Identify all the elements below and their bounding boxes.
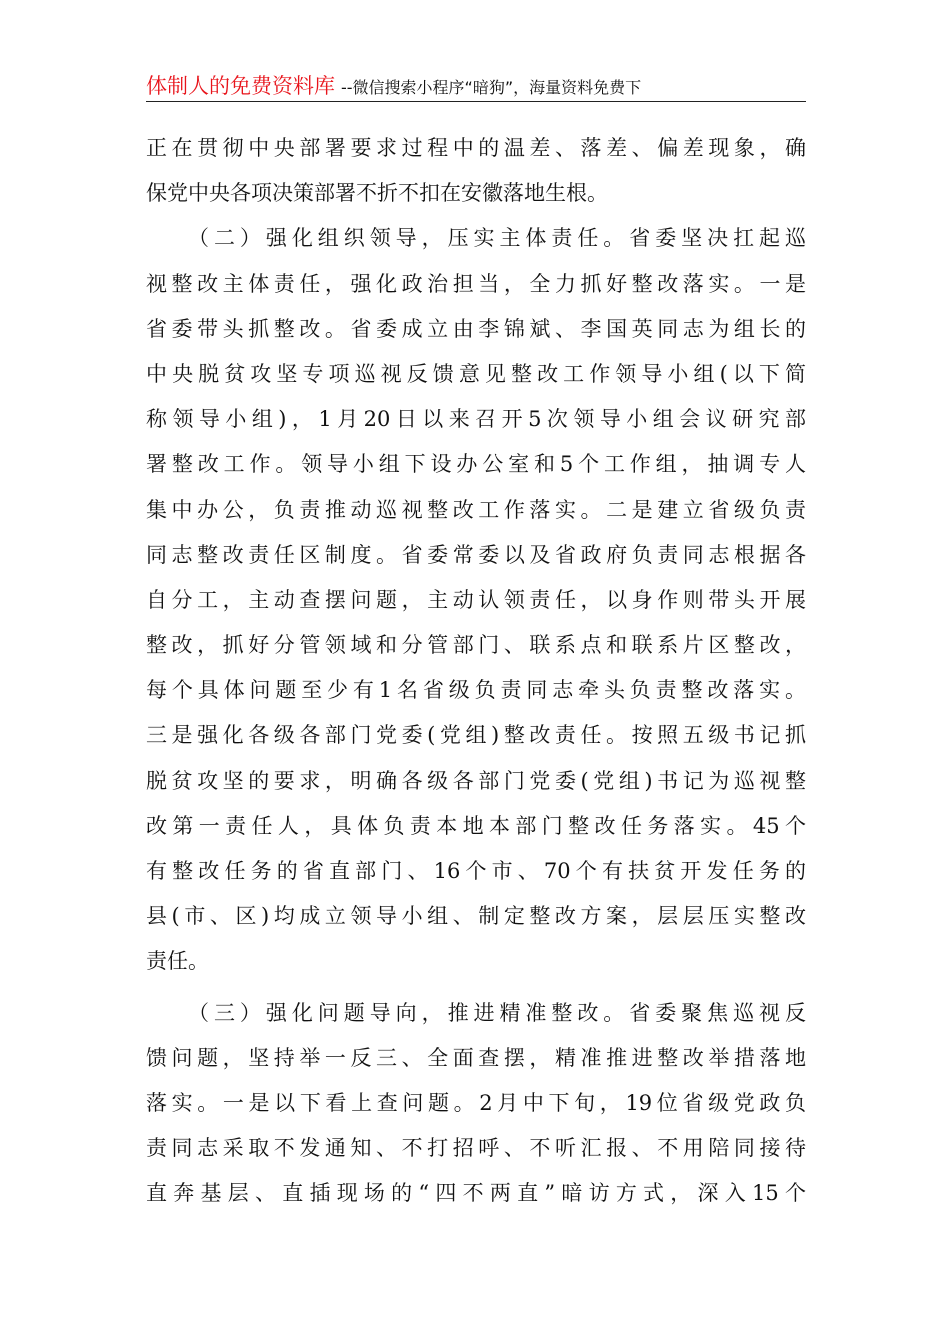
header-brand: 体制人的免费资料库 [146, 74, 335, 98]
page-header [146, 70, 806, 102]
text-line: 自分工，主动查摆问题，主动认领责任，以身作则带头开展 [146, 587, 806, 612]
text-line: （三）强化问题导向，推进精准整改。省委聚焦巡视反 [188, 1000, 806, 1025]
text-line: 省委带头抓整改。省委成立由李锦斌、李国英同志为组长的 [146, 316, 806, 341]
paragraph-problem-orientation [146, 991, 806, 1217]
text-line: 责同志采取不发通知、不打招呼、不听汇报、不用陪同接待 [146, 1136, 806, 1161]
header-tagline: --微信搜索小程序“暗狗”，海量资料免费下 [341, 78, 642, 97]
text-line: 中央脱贫攻坚专项巡视反馈意见整改工作领导小组(以下简 [146, 361, 806, 386]
text-line: 正在贯彻中央部署要求过程中的温差、落差、偏差现象，确 [146, 136, 806, 160]
text-line: 保党中央各项决策部署不折不扣在安徽落地生根。 [146, 181, 608, 206]
text-line: 称领导小组)，1月20日以来召开5次领导小组会议研究部 [146, 407, 806, 432]
header-divider [146, 101, 806, 102]
paragraph-organization-leadership [146, 216, 806, 984]
text-line: 改第一责任人，具体负责本地本部门整改任务落实。45个 [146, 813, 806, 838]
text-line: 脱贫攻坚的要求，明确各级各部门党委(党组)书记为巡视整 [146, 768, 806, 793]
text-line: 馈问题，坚持举一反三、全面查摆，精准推进整改举措落地 [146, 1045, 806, 1070]
text-line: 落实。一是以下看上查问题。2月中下旬，19位省级党政负 [146, 1090, 806, 1115]
text-line: 每个具体问题至少有1名省级负责同志牵头负责整改落实。 [146, 678, 806, 703]
text-line: （二）强化组织领导，压实主体责任。省委坚决扛起巡 [188, 226, 806, 251]
text-line: 三是强化各级各部门党委(党组)整改责任。按照五级书记抓 [146, 723, 806, 748]
paragraph-continuation [146, 126, 806, 216]
text-line: 同志整改责任区制度。省委常委以及省政府负责同志根据各 [146, 542, 806, 567]
document-body [146, 126, 806, 1217]
text-line: 视整改主体责任，强化政治担当，全力抓好整改落实。一是 [146, 271, 806, 296]
text-line: 集中办公，负责推动巡视整改工作落实。二是建立省级负责 [146, 497, 806, 522]
text-line: 整改，抓好分管领域和分管部门、联系点和联系片区整改， [146, 633, 806, 658]
text-line: 直奔基层、直插现场的“四不两直”暗访方式，深入15个 [146, 1181, 806, 1206]
text-line: 责任。 [146, 949, 209, 974]
text-line: 县(市、区)均成立领导小组、制定整改方案，层层压实整改 [146, 904, 806, 929]
text-line: 署整改工作。领导小组下设办公室和5个工作组，抽调专人 [146, 452, 806, 477]
text-line: 有整改任务的省直部门、16个市、70个有扶贫开发任务的 [146, 859, 806, 883]
